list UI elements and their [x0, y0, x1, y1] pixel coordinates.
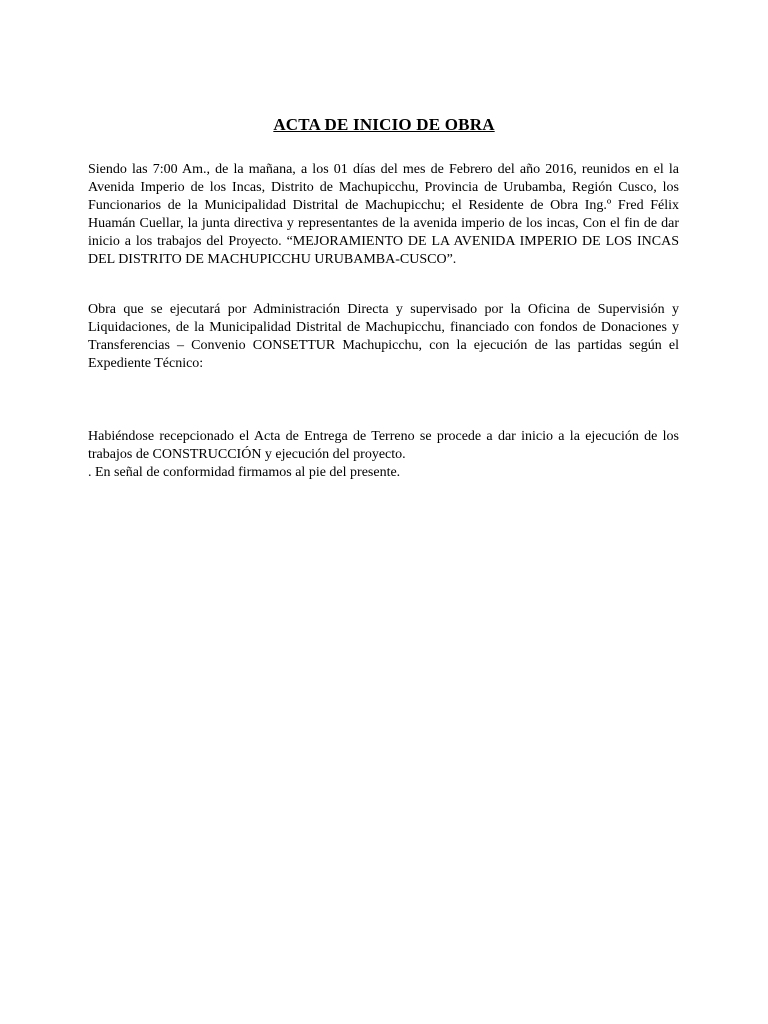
closing-line: . En señal de conformidad firmamos al pie del presente. — [88, 465, 401, 480]
document-title: ACTA DE INICIO DE OBRA — [273, 115, 495, 134]
paragraph-start-of-work — [88, 428, 679, 482]
paragraph-meeting-details: Siendo las 7:00 Am., de la mañana, a los 01 días del mes de Febrero del año 2016, reunidos en el la Avenida Imperio de los Incas, Distrito de Machupicchu, Provincia de Urubamba, Región Cusco, los Funcionarios de la Municipalidad Distrital de Machupicchu; el Residente de Obra Ing.º Fred Félix Huamán Cuellar, la junta directiva y representantes de la avenida imperio de los incas, Con el fin de dar inicio a los trabajos del Proyecto. “MEJORAMIENTO DE LA AVENIDA IMPERIO DE LOS INCAS DEL DISTRITO DE MACHUPICCHU URUBAMBA-CUSCO”. — [88, 162, 679, 267]
paragraph-execution-details: Obra que se ejecutará por Administración Directa y supervisado por la Oficina de Supervisión y Liquidaciones, de la Municipalidad Distrital de Machupicchu, financiado con fondos de Donaciones y Transferencias – Convenio CONSETTUR Machupicchu, con la ejecución de las partidas según el Expediente Técnico: — [88, 302, 679, 371]
paragraph-start-text: Habiéndose recepcionado el Acta de Entrega de Terreno se procede a dar inicio a la ejecución de los trabajos de CONSTRUCCIÓN y ejecución del proyecto. — [88, 429, 679, 462]
